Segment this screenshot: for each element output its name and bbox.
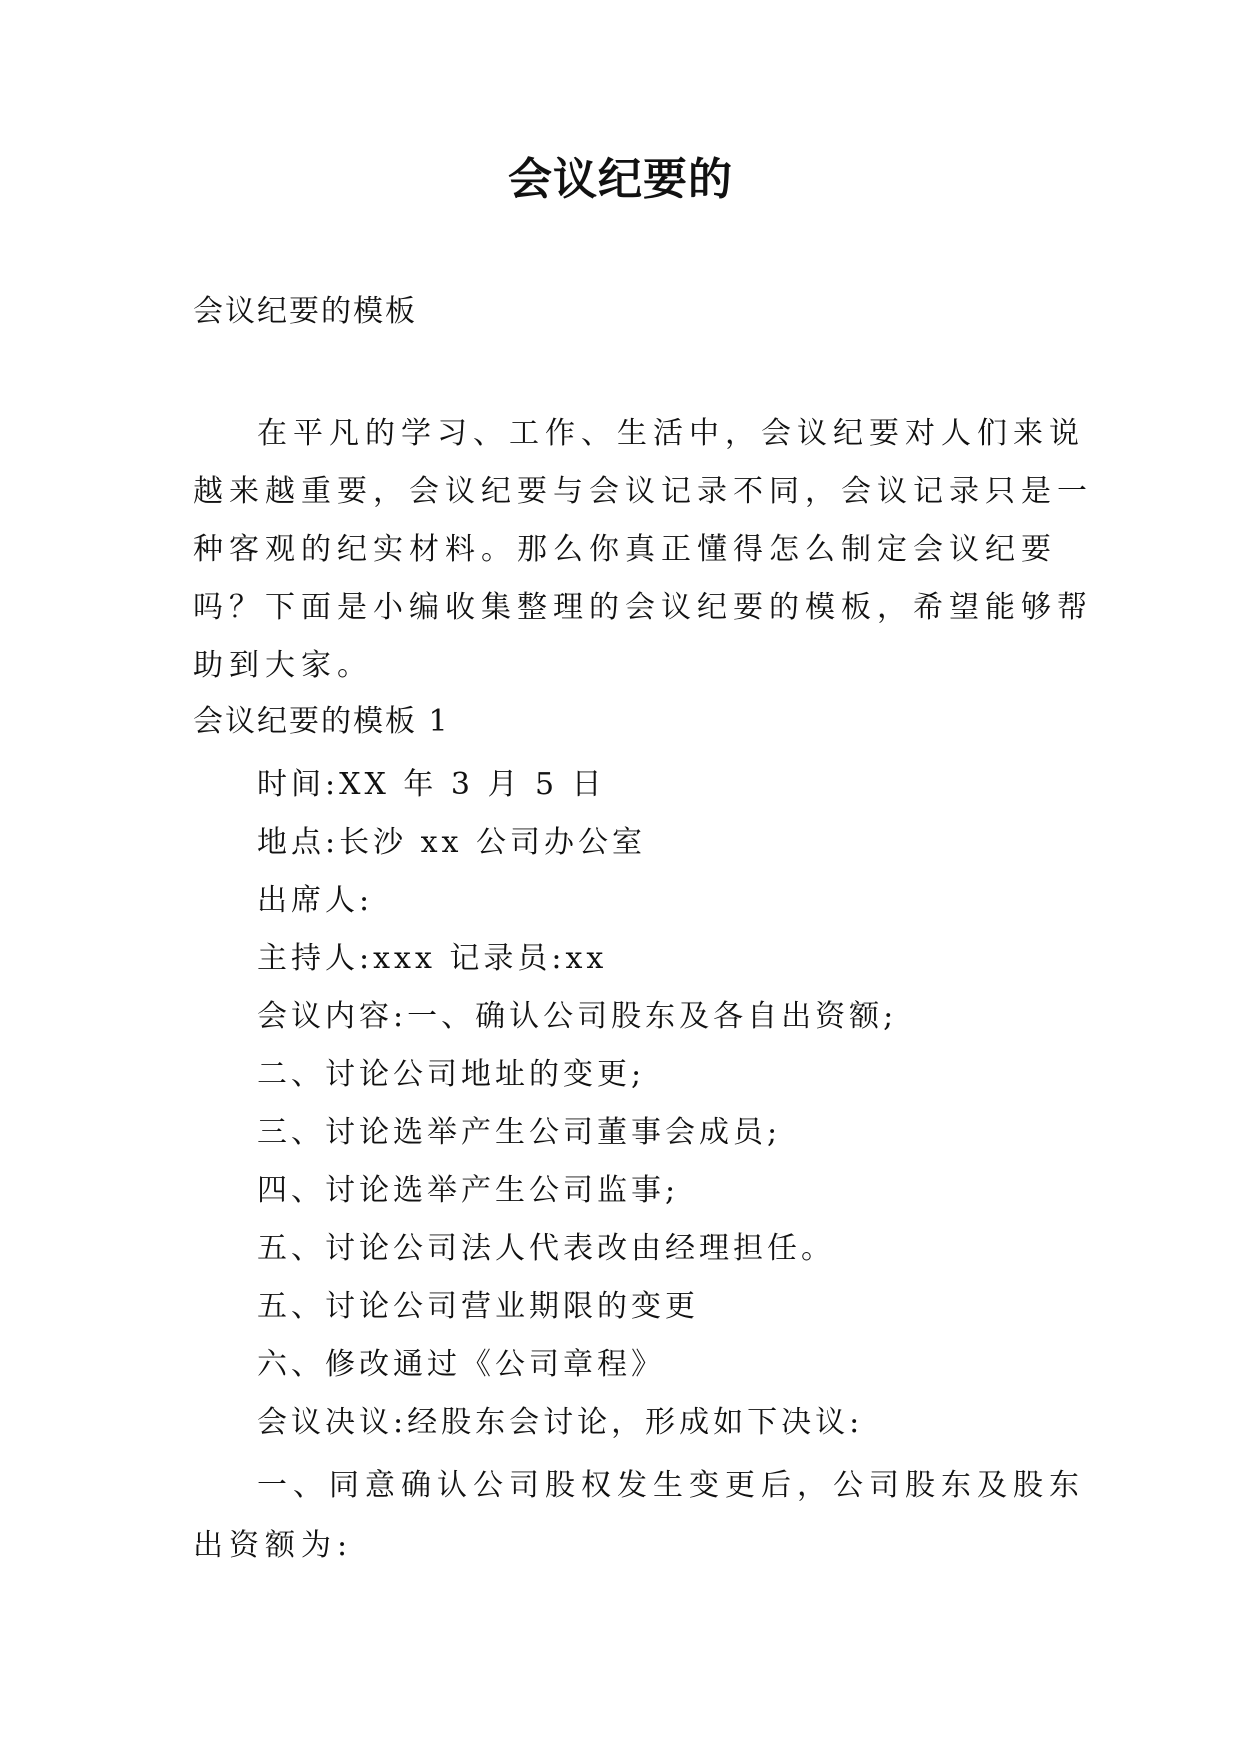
document-title: 会议纪要的 xyxy=(508,154,733,205)
list-item: 五、讨论公司法人代表改由经理担任。 xyxy=(257,1231,835,1266)
resolution-paragraph: 一、同意确认公司股权发生变更后，公司股东及股东出资额为: xyxy=(193,1468,1085,1563)
list-item: 会议内容:一、确认公司股东及各自出资额; xyxy=(257,999,898,1034)
list-item: 四、讨论选举产生公司监事; xyxy=(257,1173,680,1208)
list-item: 二、讨论公司地址的变更; xyxy=(257,1057,646,1092)
list-item: 三、讨论选举产生公司董事会成员; xyxy=(257,1115,782,1150)
list-item: 出席人: xyxy=(257,883,374,918)
list-item: 六、修改通过《公司章程》 xyxy=(257,1347,665,1382)
document-subtitle: 会议纪要的模板 xyxy=(193,294,417,329)
list-item: 时间:XX 年 3 月 5 日 xyxy=(257,767,606,802)
minutes-list xyxy=(193,756,1093,1452)
list-item: 五、讨论公司营业期限的变更 xyxy=(257,1289,699,1324)
section-heading: 会议纪要的模板 1 xyxy=(193,704,450,739)
intro-paragraph: 在平凡的学习、工作、生活中，会议纪要对人们来说越来越重要，会议纪要与会议记录不同，会议记录只是一种客观的纪实材料。那么你真正懂得怎么制定会议纪要吗？下面是小编收集整理的会议纪要的模板，希望能够帮助到大家。 xyxy=(193,416,1093,683)
list-item: 地点:长沙 xx 公司办公室 xyxy=(257,825,647,860)
list-item: 主持人:xxx 记录员:xx xyxy=(257,941,608,976)
list-item: 会议决议:经股东会讨论，形成如下决议: xyxy=(257,1405,864,1440)
